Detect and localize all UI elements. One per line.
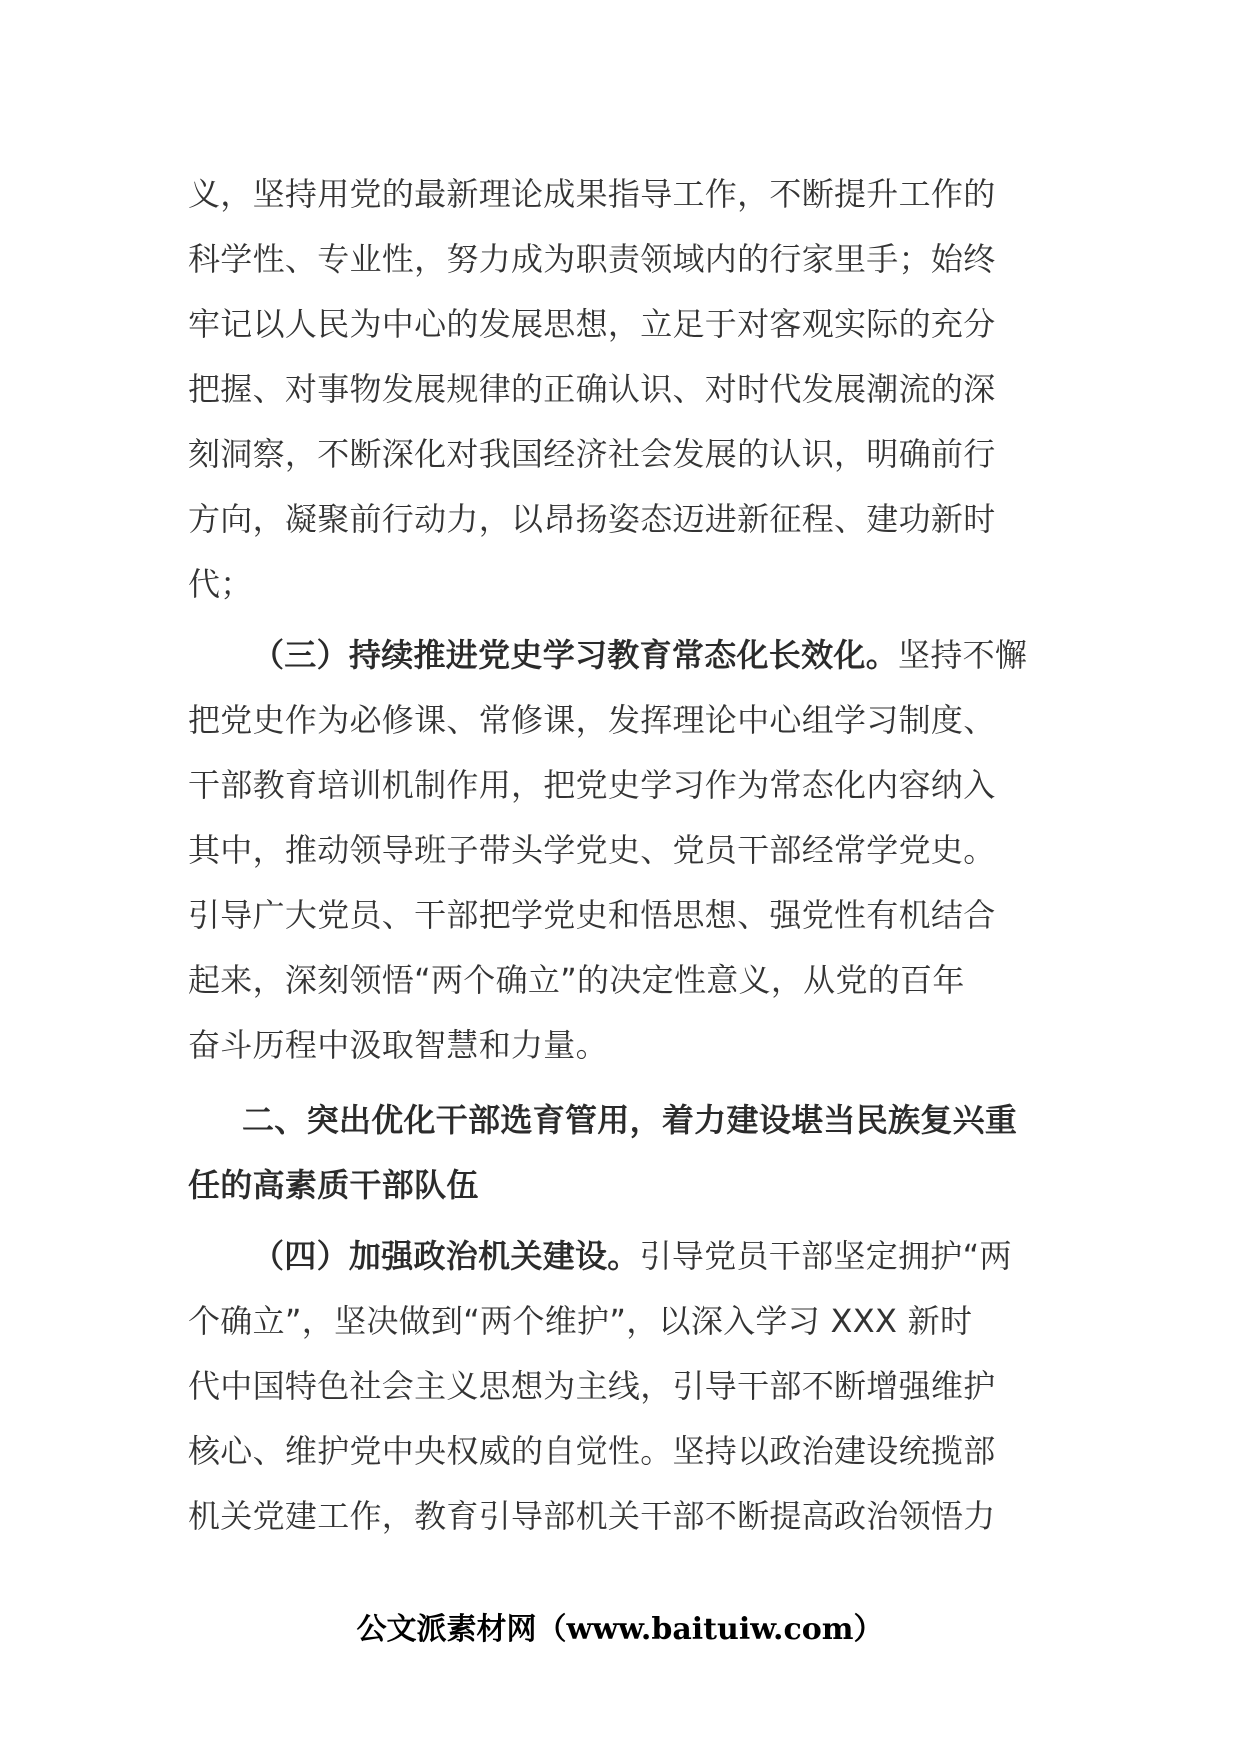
text-line: 个确立”，坚决做到“两个维护”，以深入学习 XXX 新时 xyxy=(188,1302,973,1340)
text-line: 义，坚持用党的最新理论成果指导工作，不断提升工作的 xyxy=(188,175,996,213)
text-line: 引导广大党员、干部把学党史和悟思想、强党性有机结合 xyxy=(188,896,996,934)
text-line: 把握、对事物发展规律的正确认识、对时代发展潮流的深 xyxy=(188,370,996,408)
text-line: 机关党建工作，教育引导部机关干部不断提高政治领悟力 xyxy=(188,1497,996,1535)
text-line: 干部教育培训机制作用，把党史学习作为常态化内容纳入 xyxy=(188,766,996,804)
section-4-paragraph xyxy=(188,1224,1058,1549)
text-line: 把党史作为必修课、常修课，发挥理论中心组学习制度、 xyxy=(188,701,996,739)
part-2-heading-line: 二、突出优化干部选育管用，着力建设堪当民族复兴重 xyxy=(242,1101,1018,1139)
section-4-heading: （四）加强政治机关建设。 xyxy=(252,1237,640,1275)
document-body xyxy=(188,162,1058,1549)
paragraph-continuation xyxy=(188,162,1058,617)
text-line: 核心、维护党中央权威的自觉性。坚持以政治建设统揽部 xyxy=(188,1432,996,1470)
paragraph-gap xyxy=(188,1078,1058,1088)
part-2-heading-line: 任的高素质干部队伍 xyxy=(188,1166,479,1204)
page-footer: 公文派素材网（www.baituiw.com） xyxy=(356,1612,884,1647)
section-4-first-line-text: 引导党员干部坚定拥护“两 xyxy=(639,1237,1012,1275)
section-4-first-line xyxy=(188,1224,1058,1289)
section-3-first-line-text: 坚持不懈 xyxy=(898,636,1028,674)
section-3-first-line xyxy=(188,623,1058,688)
text-line: 方向，凝聚前行动力，以昂扬姿态迈进新征程、建功新时 xyxy=(188,500,996,538)
part-2-heading xyxy=(188,1088,1058,1218)
text-line: 奋斗历程中汲取智慧和力量。 xyxy=(188,1026,608,1064)
text-line: 起来，深刻领悟“两个确立”的决定性意义，从党的百年 xyxy=(188,961,965,999)
section-3-paragraph xyxy=(188,623,1058,1078)
text-line: 牢记以人民为中心的发展思想，立足于对客观实际的充分 xyxy=(188,305,996,343)
section-3-heading: （三）持续推进党史学习教育常态化长效化。 xyxy=(252,636,899,674)
text-line: 其中，推动领导班子带头学党史、党员干部经常学党史。 xyxy=(188,831,996,869)
text-line: 刻洞察，不断深化对我国经济社会发展的认识，明确前行 xyxy=(188,435,996,473)
text-line: 代； xyxy=(188,565,253,603)
text-line: 代中国特色社会主义思想为主线，引导干部不断增强维护 xyxy=(188,1367,996,1405)
text-line: 科学性、专业性，努力成为职责领域内的行家里手；始终 xyxy=(188,240,996,278)
